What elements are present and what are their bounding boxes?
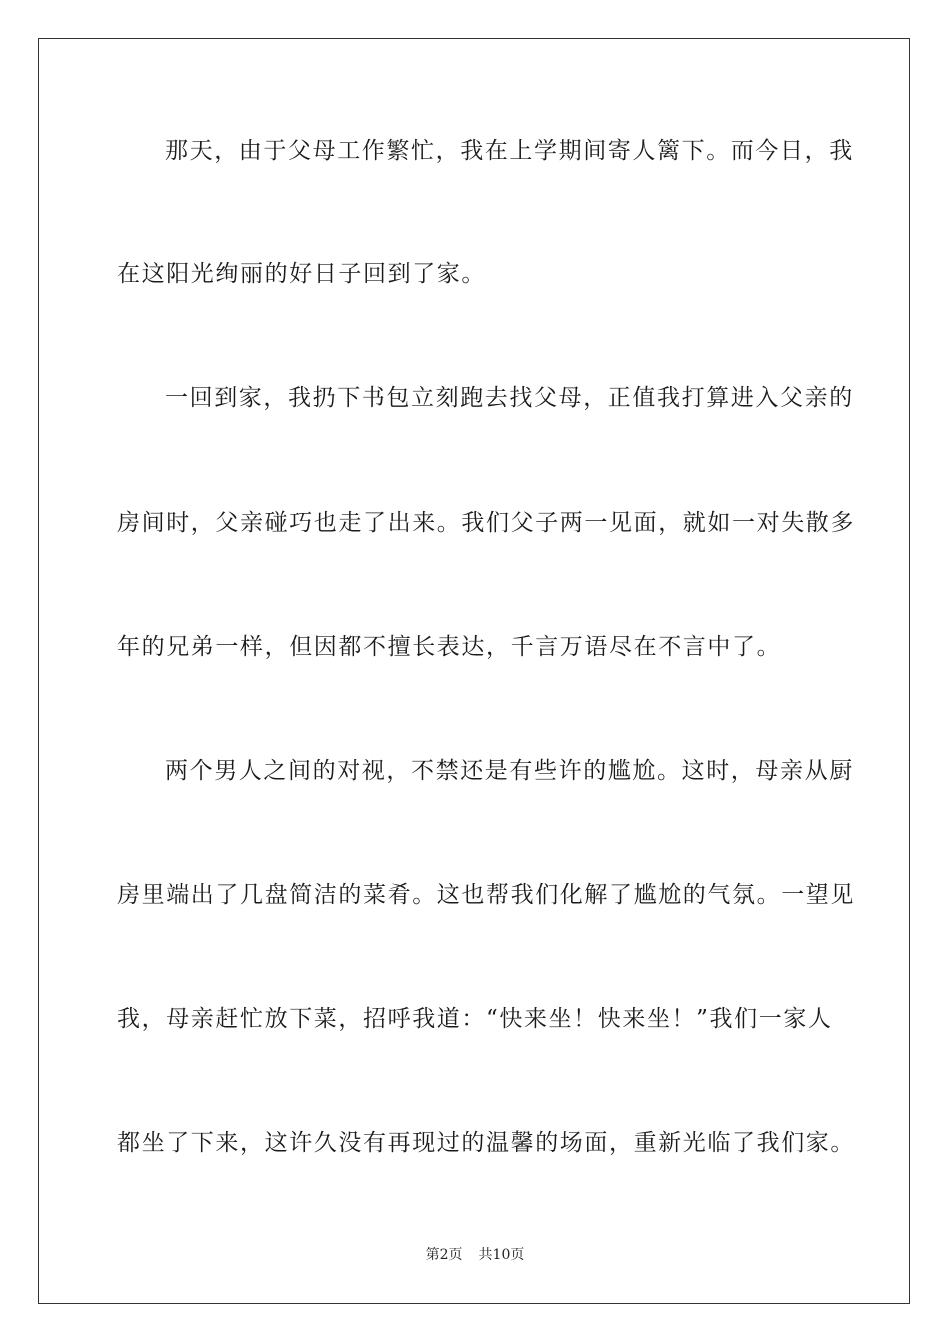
page-border — [38, 38, 910, 1304]
paragraph-1-line-1: 那天，由于父母工作繁忙，我在上学期间寄人篱下。而今日，我 — [165, 138, 854, 164]
paragraph-3-line-3: 我，母亲赶忙放下菜，招呼我道：“快来坐！快来坐！”我们一家人 — [117, 1006, 833, 1032]
page-footer — [0, 1246, 950, 1264]
page-number: 第2页 — [425, 1247, 463, 1263]
paragraph-1-line-2: 在这阳光绚丽的好日子回到了家。 — [117, 261, 486, 287]
paragraph-2-line-2: 房间时，父亲碰巧也走了出来。我们父子两一见面，就如一对失散多 — [117, 510, 855, 536]
paragraph-3-line-4: 都坐了下来，这许久没有再现过的温馨的场面，重新光临了我们家。 — [117, 1130, 855, 1156]
total-pages: 共10页 — [478, 1247, 525, 1263]
paragraph-2-line-1: 一回到家，我扔下书包立刻跑去找父母，正值我打算进入父亲的 — [165, 385, 854, 411]
paragraph-3-line-1: 两个男人之间的对视，不禁还是有些许的尴尬。这时，母亲从厨 — [165, 758, 854, 784]
paragraph-3-line-2: 房里端出了几盘简洁的菜肴。这也帮我们化解了尴尬的气氛。一望见 — [117, 882, 855, 908]
paragraph-2-line-3: 年的兄弟一样，但因都不擅长表达，千言万语尽在不言中了。 — [117, 634, 782, 660]
